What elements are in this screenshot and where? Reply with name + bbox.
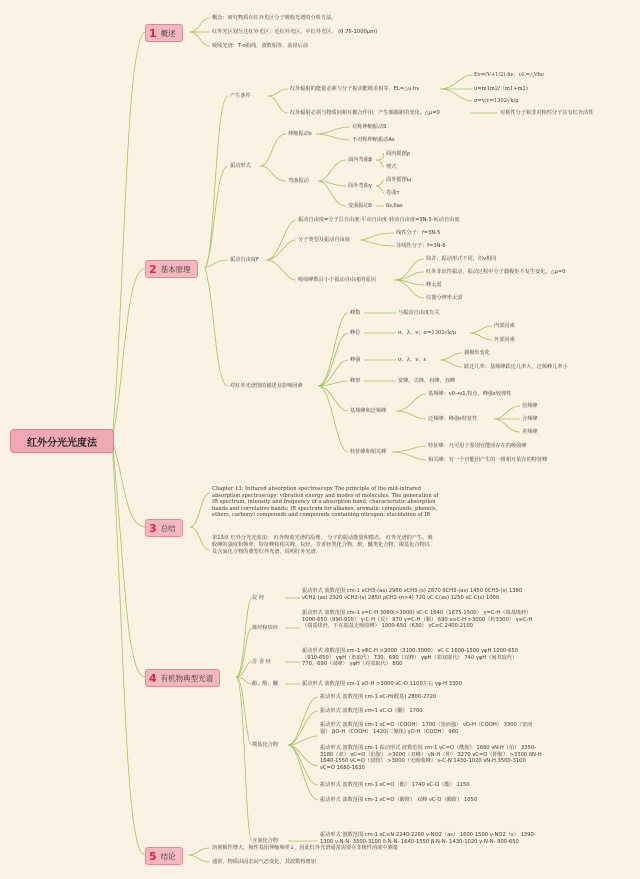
phenol-node[interactable]: 酚、醇、醚	[252, 681, 278, 687]
phenol-bands: 振动形式 波数范围 cm-1 νO-H >3000 νC-O 1100左右 γφ-H 3300	[302, 681, 462, 687]
s1-regions: 红外光区划分达红外光区：近红外光区、中红外光区。 (0.76-1000μm)	[212, 29, 378, 35]
nitrogen-node[interactable]: 含氮化合物	[252, 838, 278, 844]
alkane-bands: 振动形式 波数范围 cm-1 νCH3-(as) 2960 νCH3-(s) 2870 δCH3-(as) 1450 δCH3-(s) 1380 νCH2-(as) 2920 νCH2-(s) 2850 ρCH2-(n>4) 720 νC-C(as) 1250 νC-C(s) 1000	[302, 588, 523, 601]
reason-degenerate: 简并：振动形式不同，但ν相同	[426, 256, 497, 262]
char-node[interactable]: 特征峰和相关峰	[350, 449, 387, 455]
formula-2: u=m1m2/（m1+m2)	[474, 86, 528, 92]
carbonyl-acid: 振动形式 波数范围 cm-1 νC=O（COOH） 1700（宽而强） νO-H（COOH） 3300（宽而强） βO-H（COOH） 1420(二聚体) γO-H（COOH） 960	[320, 722, 533, 735]
section-number: 1	[149, 26, 157, 40]
stretch-sym: 对称伸缩振动S	[352, 124, 387, 130]
deform-values: δs,δas	[386, 203, 403, 209]
reason-resolution: 仪器分辨率太弱	[426, 295, 463, 301]
section-4-node[interactable]	[145, 669, 220, 687]
inten-dipole: 偶极矩变化	[464, 350, 490, 356]
peaks-value: 与振动自由度有关	[398, 310, 440, 316]
section-label: 基本原理	[160, 264, 191, 274]
section-2-node[interactable]	[145, 260, 198, 278]
deform-node[interactable]: 变曲振动δ	[348, 203, 372, 209]
dof-types-node[interactable]: 分子类型及振动自由度	[298, 237, 350, 243]
cond2: 红外辐射必须与物质间相互耦合作用，产生偶极距的变化。△μ≠0	[290, 110, 440, 116]
ff-overtone-1: 倍频峰	[522, 403, 538, 409]
inten-probability: 跃迁几率：基频峰跃迁几率大，泛频峰几率小	[464, 364, 568, 370]
ff-overtone-2: 合频峰	[522, 416, 538, 422]
section-label: 结论	[160, 851, 176, 861]
section-label: 有机物典型光谱	[160, 673, 214, 683]
s1-spectrum: 吸收光谱：T-σ曲线，波数相等，前昂后前	[212, 43, 309, 49]
carbonyl-aldehyde: 振动形式 波数范围 cm-1 νC-H(醛基) 2800-2720	[320, 694, 437, 700]
inplane-scissor: 剪式	[386, 164, 397, 170]
section-3-node[interactable]	[145, 519, 183, 537]
reason-inactive: 红外非活性振动，振动过程中分子偶极矩不发生变化。△μ=0	[426, 269, 566, 275]
section-number: 3	[149, 521, 157, 535]
ff-fundamental: 基频峰：ν0→ν1,特点，峰强ε较弹性	[428, 391, 512, 397]
desc-node[interactable]: 对红外光谱图的描述及影响因素	[230, 383, 303, 389]
section-number: 4	[149, 671, 157, 685]
formula-1: Ev=(V+1/2)·hν，νL=△Vhν	[474, 72, 545, 78]
dof-node[interactable]: 振动自由度F	[230, 257, 259, 263]
bend-node[interactable]: 弯曲振动	[288, 178, 309, 184]
inten-value: σ、λ、ν、ε	[398, 357, 427, 363]
shape-node[interactable]: 峰形	[350, 378, 361, 384]
ff-overtone-3: 差频峰	[522, 429, 538, 435]
pos-node[interactable]: 峰位	[350, 330, 361, 336]
outplane-node[interactable]: 面外弯曲γ	[348, 183, 372, 189]
carbonyl-node[interactable]: 羰基化合物	[252, 742, 278, 748]
root-node[interactable]: 红外分光光度法	[10, 429, 114, 453]
stretch-node[interactable]: 伸缩振动ν	[288, 131, 312, 137]
section-5-node[interactable]	[145, 847, 183, 865]
shape-value: 宽峰，尖锋，肩峰，双峰	[398, 378, 456, 384]
section-number: 2	[149, 262, 157, 276]
aromatic-node[interactable]: 芳 香 烃	[252, 659, 271, 665]
alkene-bands: 振动形式 波数范围 cm-1 ν=C-H 3080(>3000) νC-C 1640（1675-1500） γ=C-H（端基烯烃） 1000-650（990-910） γ-C-H（反） 970 γ=C-H（顺） 690 ν≡C-H >3000（约3300） γ≡C-H（端基炔烃，不在端基无吸收峰） 1000-650（630） γC≡C 2400-2100	[302, 610, 533, 630]
conclusion-2: 通常，物质由固态向气态变化，其波数将增加	[212, 859, 316, 865]
outplane-wag: 面外摇摆ω	[386, 177, 412, 183]
char-characteristic: 特征峰：凡可用于鉴别官能团存在的吸收峰	[428, 443, 527, 449]
stretch-asym: 不对称伸缩振动As	[352, 137, 395, 143]
alkane-node[interactable]: 烷 烃	[252, 595, 265, 601]
inplane-node[interactable]: 面内弯曲β	[348, 157, 373, 163]
summary-english: Chapter 13: Infrared absorption spectroscopy The principle of the mid-infrared absorption spectroscopy: vibration energy and modes of molecules. The generation of IR spectrum, intensity and frequency of a absorption band, characteristic absorption bands and correlative bands; IR spectrum for alkanes, aromatic compounds, phenols, ethers, carbonyl compounds and compounds containing nitrogen; elucidation of IR	[212, 486, 439, 519]
carbonyl-ester: 振动形式 波数范围 cm-1 νC=O（酯） 1740 νC-O（酯） 1150	[320, 782, 470, 788]
char-correlated: 相关峰：有一个官能团产生的一组相互依存的特征峰	[428, 457, 548, 463]
ff-node[interactable]: 基频峰和泛频峰	[350, 408, 387, 414]
inten-node[interactable]: 峰强	[350, 357, 361, 363]
inplane-rock: 面内摇摆ρ	[386, 151, 411, 157]
outplane-twist: 卷曲τ	[386, 190, 400, 196]
summary-chinese: 第13章 红外分光光度法： 红外吸收光谱的原理， 分子的振动能量和模态。 红外光谱的产生，吸收峰的强度和频率，特征峰和相关峰。烷烃，芳香烃类化合物，酚，醚类化合物，羰基化合物以及含氮化合物的典型红外光谱，说明红外光谱。	[212, 535, 433, 556]
pos-external: 外部因素	[494, 337, 515, 343]
dof-reasons-node[interactable]: 吸收峰数目小于振动自由度的原因	[298, 277, 376, 283]
cond1: 红外辐射的能量必须与分子振动能级差相等，EL=△υ·hν	[290, 86, 420, 92]
ff-overtone: 泛频峰：峰强ε特征性	[428, 416, 478, 422]
pos-value: σ、λ、ν；σ=1302√k/μ	[398, 330, 457, 336]
pos-internal: 内部因素	[494, 323, 515, 329]
aromatic-bands: 振动形式 波数范围 cm-1 νΦC-H >3000（3100-3000） νC-C 1600-1500 γφH 1000-650（910-650） γφH（单取代） 730、690（双峰） γφH（邻双取代） 740 γφH（间双取代） 770、690（双峰） γφH（对双取代） 800	[302, 648, 519, 668]
section-label: 概述	[160, 28, 176, 38]
reason-weak: 峰太弱	[426, 282, 442, 288]
carbonyl-ketone: 振动形式 波数范围 cm-1 νC-O（酮） 1700	[320, 708, 423, 714]
dof-nonlinear: 非线性分子：f=3N-6	[396, 243, 446, 249]
formula-3: σ=v/c=1302√k/μ	[474, 98, 519, 104]
section-number: 5	[149, 849, 157, 863]
carbonyl-anhydride: 振动形式 波数范围 cm-1 νC=O（酸酐） 双峰 νC-O（酸酐） 1050	[320, 797, 478, 803]
peaks-node[interactable]: 峰数	[350, 310, 361, 316]
section-1-node[interactable]	[145, 24, 183, 42]
s1-concept: 概念：研究物质在红外光区分子吸收光谱的分析方法。	[212, 15, 337, 21]
section-label: 总结	[160, 523, 176, 533]
dof-linear: 线性分子：f=3N-5	[396, 230, 441, 236]
cond2-result: 对称性分子和非对称性分子具有红外活性	[500, 110, 594, 116]
carbonyl-amide: 振动形式 波数范围 cm-1 振动形式 波数范围 cm-1 νC=O（酰胺） 1680 νN-H（伯） 3350-3180（双） νC=O（伯胺） >3000（双峰） νN-H（仲） 3270 νC=O（仲胺） >3300 δN-H 1640-1550 νC=O（叔胺） >3000（无吸收峰） ν-C-N 1430-1020 νN-H 3500-3100 νC=O 1680-1630	[320, 745, 542, 771]
vib-node[interactable]: 振动形式	[230, 163, 251, 169]
alkene-node[interactable]: 烯烃和炔烃	[252, 625, 278, 631]
nitrogen-bands: 振动形式 波数范围 cm-1 νC≡N 2240-2260 ν-NO2（as） 1600-1500 ν-NO2（s） 1390-1300 ν-N-N- 3500-3100 δ-N-N- 1640-1550 β-N-N- 1430-1020 γ-N-N- 900-650	[320, 832, 536, 845]
dof-definition: 振动自由度=分子总自由度-平动自由度-转动自由度=3N-3-转动自由度	[298, 217, 460, 223]
cond-node[interactable]: 产生条件	[230, 93, 251, 99]
conclusion-1: 溶剂极性增大，极性基团伸缩频率↓，因此红外光谱通常需要在非极性溶液中测量	[212, 845, 398, 851]
